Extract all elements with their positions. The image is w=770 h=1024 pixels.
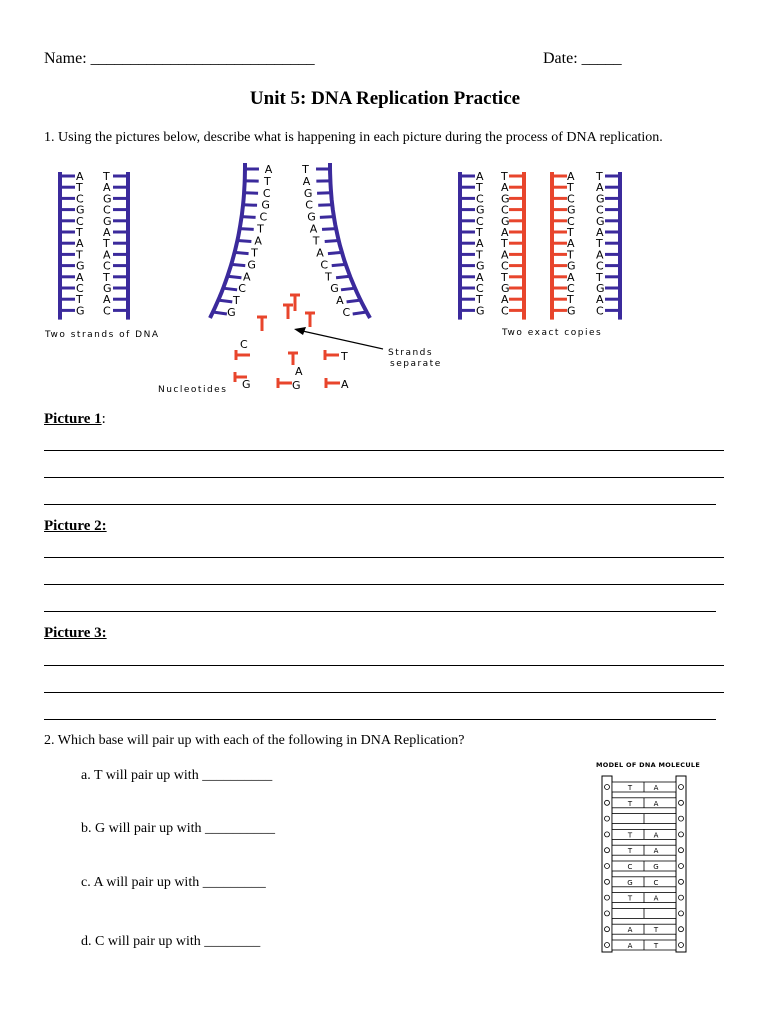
question-2c[interactable]: c. A will pair up with _________ — [81, 875, 266, 890]
pointer-arrow-head — [294, 327, 306, 335]
model-phosphate — [605, 785, 610, 790]
model-phosphate — [679, 911, 684, 916]
base-letter: C — [501, 203, 509, 217]
separating-rung — [240, 229, 254, 230]
base-letter: G — [261, 198, 270, 212]
base-letter: T — [501, 170, 508, 183]
separating-rung — [235, 252, 249, 253]
model-base-letter: A — [653, 894, 659, 903]
base-letter: G — [596, 192, 605, 206]
base-letter: G — [567, 304, 576, 318]
picture-2-heading — [44, 517, 107, 535]
model-phosphate — [605, 848, 610, 853]
model-phosphate — [605, 911, 610, 916]
base-letter: G — [76, 203, 85, 217]
caption-two-copies: Two exact copies — [502, 328, 603, 338]
caption-two-strands: Two strands of DNA — [45, 330, 160, 340]
base-letter: T — [476, 181, 483, 195]
base-letter: T — [257, 222, 264, 236]
base-letter: G — [567, 203, 576, 217]
base-letter: C — [501, 304, 509, 318]
base-letter: A — [76, 170, 84, 183]
question-2b[interactable]: b. G will pair up with __________ — [81, 821, 276, 836]
base-letter: G — [227, 306, 236, 320]
model-base-letter: T — [627, 847, 633, 856]
model-phosphate — [605, 832, 610, 837]
base-letter: A — [596, 226, 604, 239]
name-label: Name: — [44, 50, 87, 67]
base-letter: T — [596, 237, 603, 251]
model-base-letter: T — [627, 799, 633, 808]
model-rungs — [605, 782, 684, 950]
base-letter: A — [476, 170, 484, 183]
model-phosphate — [679, 785, 684, 790]
model-phosphate — [679, 943, 684, 948]
model-base-letter: T — [653, 926, 659, 935]
base-letter: A — [501, 226, 509, 239]
base-letter: A — [596, 248, 604, 262]
base-letter: T — [76, 248, 83, 262]
question-2-prompt: 2. Which base will pair up with each of the following in DNA Replication? — [44, 733, 465, 748]
base-letter: T — [501, 270, 508, 284]
base-letter: T — [476, 248, 483, 262]
model-phosphate — [679, 816, 684, 821]
separating-rung — [347, 300, 361, 302]
dna-model-diagram — [598, 774, 690, 956]
base-letter: T — [567, 248, 574, 262]
base-letter: G — [476, 203, 485, 217]
base-letter: A — [254, 234, 262, 248]
base-letter: G — [303, 186, 313, 200]
base-letter: A — [76, 237, 84, 251]
base-letter: A — [567, 270, 575, 284]
caption-separate: separate — [390, 359, 442, 369]
base-letter: A — [501, 293, 509, 307]
answer-line[interactable] — [44, 719, 716, 720]
separating-rung — [213, 312, 227, 314]
base-letter: T — [596, 170, 603, 183]
base-letter: T — [264, 174, 271, 188]
model-phosphate — [605, 864, 610, 869]
base-letter: T — [302, 162, 309, 176]
base-letter: T — [103, 237, 110, 251]
name-blank: ____________________________ — [90, 50, 315, 67]
picture-3-label: Picture 3: — [44, 625, 107, 641]
base-letter: C — [76, 214, 84, 228]
question-2d[interactable]: d. C will pair up with ________ — [81, 934, 261, 949]
base-letter: G — [476, 304, 485, 318]
base-letter: A — [567, 170, 575, 183]
base-letter: A — [309, 222, 318, 236]
answer-line[interactable] — [44, 665, 724, 666]
picture-2-label: Picture 2: — [44, 518, 107, 534]
base-letter: C — [320, 258, 329, 272]
model-phosphate — [679, 879, 684, 884]
base-letter: A — [501, 181, 509, 195]
base-letter: G — [567, 259, 576, 273]
base-letter: A — [103, 226, 111, 239]
base-letter: G — [307, 210, 316, 224]
model-phosphate — [605, 895, 610, 900]
figure-two-strands — [58, 170, 130, 320]
base-letter: T — [76, 226, 83, 239]
base-letter: C — [476, 192, 484, 206]
base-letter: G — [330, 282, 339, 296]
base-letter: C — [476, 282, 484, 295]
base-letter: G — [103, 214, 112, 228]
base-letter: A — [596, 181, 604, 195]
base-letter: T — [76, 293, 83, 307]
free-nucleotide-letter: G — [242, 378, 251, 391]
separating-rung — [237, 241, 251, 242]
base-letter: C — [103, 203, 111, 217]
figure-strands-separate — [210, 163, 370, 331]
figure-two-copies — [458, 170, 622, 320]
model-base-letter: T — [653, 942, 659, 950]
strand-backbone — [618, 172, 622, 320]
date-field[interactable] — [543, 50, 622, 68]
separating-rung — [353, 312, 367, 314]
picture-3-heading — [44, 624, 107, 642]
base-letter: C — [238, 282, 246, 296]
model-base-letter: A — [653, 847, 659, 856]
question-1-prompt: 1. Using the pictures below, describe what is happening in each picture during the process of DNA replication. — [44, 130, 663, 145]
model-base-letter: A — [653, 784, 659, 792]
free-nucleotide-letter: T — [341, 350, 348, 363]
model-phosphate — [679, 832, 684, 837]
base-letter: T — [567, 226, 574, 239]
base-letter: G — [76, 259, 85, 273]
base-letter: G — [596, 282, 605, 295]
model-phosphate — [605, 927, 610, 932]
base-letter: G — [501, 282, 510, 295]
base-letter: T — [596, 270, 603, 284]
strand-backbone — [58, 172, 62, 320]
answer-line[interactable] — [44, 584, 724, 585]
base-letter: T — [567, 181, 574, 195]
base-letter: A — [476, 270, 484, 284]
base-letter: T — [476, 226, 483, 239]
separating-rung — [243, 205, 257, 206]
base-letter: C — [596, 304, 604, 318]
base-letter: A — [103, 181, 111, 195]
free-nucleotide-letter: C — [240, 338, 248, 351]
base-letter: A — [316, 246, 324, 260]
free-nucleotide-letter: G — [292, 379, 301, 392]
base-letter: C — [103, 259, 111, 273]
base-letter: T — [476, 293, 483, 307]
base-letter: G — [247, 258, 256, 272]
base-letter: A — [476, 237, 484, 251]
answer-line[interactable] — [44, 477, 724, 478]
picture-1-heading — [44, 410, 106, 428]
base-letter: A — [336, 294, 344, 308]
strand-backbone — [126, 172, 130, 320]
base-letter: C — [259, 210, 268, 224]
model-phosphate — [605, 879, 610, 884]
separating-rung — [341, 288, 355, 290]
answer-line[interactable] — [44, 450, 724, 451]
base-letter: C — [76, 192, 84, 206]
base-letter: C — [567, 282, 575, 295]
base-letter: A — [103, 248, 111, 262]
separating-rung — [336, 276, 350, 277]
base-letter: C — [501, 259, 509, 273]
answer-line[interactable] — [44, 504, 716, 505]
model-phosphate — [605, 800, 610, 805]
model-base-letter: T — [627, 784, 633, 792]
base-letter: T — [232, 294, 240, 308]
base-letter: C — [76, 282, 84, 295]
separating-rung — [332, 264, 346, 265]
base-letter: G — [103, 282, 112, 295]
name-field[interactable] — [44, 50, 315, 68]
model-base-letter: A — [627, 942, 633, 950]
model-phosphate — [605, 943, 610, 948]
base-letter: A — [567, 237, 575, 251]
free-nucleotide-letter: A — [295, 365, 303, 378]
separating-rung — [322, 229, 336, 230]
question-2a[interactable]: a. T will pair up with __________ — [81, 768, 273, 783]
strand-backbone — [458, 172, 462, 320]
base-letter: C — [476, 214, 484, 228]
base-letter: A — [596, 293, 604, 307]
answer-line[interactable] — [44, 611, 716, 612]
model-phosphate — [679, 895, 684, 900]
base-letter: C — [596, 203, 604, 217]
model-phosphate — [679, 927, 684, 932]
model-phosphate — [679, 848, 684, 853]
picture-1-suffix: : — [101, 411, 106, 427]
separating-rung — [231, 264, 245, 265]
separating-rung — [242, 217, 256, 218]
base-letter: T — [103, 270, 110, 284]
model-phosphate — [605, 816, 610, 821]
base-letter: G — [501, 214, 510, 228]
date-blank: _____ — [581, 50, 622, 67]
strand-backbone — [550, 172, 554, 320]
free-nucleotide-letter: A — [341, 378, 349, 391]
base-letter: C — [305, 198, 313, 212]
model-title: MODEL OF DNA MOLECULE — [596, 761, 701, 769]
base-letter: C — [103, 304, 111, 318]
separating-rung — [325, 241, 339, 242]
model-base-letter: A — [653, 831, 659, 840]
base-letter: T — [103, 170, 110, 183]
separating-rung — [328, 252, 342, 253]
base-letter: A — [501, 248, 509, 262]
base-letter: A — [76, 270, 84, 284]
model-base-letter: T — [627, 831, 633, 840]
model-phosphate — [679, 864, 684, 869]
separating-rung — [218, 300, 232, 302]
model-base-letter: G — [653, 863, 659, 871]
base-letter: C — [596, 259, 604, 273]
base-letter: A — [103, 293, 111, 307]
base-letter: G — [476, 259, 485, 273]
base-letter: C — [567, 214, 575, 228]
answer-line[interactable] — [44, 557, 724, 558]
separating-rung — [223, 288, 237, 290]
model-base-letter: C — [627, 863, 633, 871]
picture-1-label: Picture 1 — [44, 411, 102, 427]
base-letter: T — [76, 181, 83, 195]
base-letter: T — [251, 246, 258, 260]
base-letter: A — [264, 162, 273, 176]
base-letter: G — [501, 192, 510, 206]
base-letter: C — [342, 306, 351, 320]
model-base-letter: A — [653, 799, 659, 808]
date-label: Date: — [543, 50, 578, 67]
separating-rung — [320, 217, 334, 218]
base-letter: G — [596, 214, 605, 228]
caption-strands: Strands — [388, 348, 434, 358]
separating-rung — [318, 205, 332, 206]
base-letter: A — [243, 270, 251, 284]
answer-line[interactable] — [44, 692, 724, 693]
pointer-arrow-line — [298, 330, 383, 349]
base-letter: T — [324, 270, 332, 284]
base-letter: C — [262, 186, 271, 200]
base-letter: T — [501, 237, 508, 251]
model-base-letter: A — [627, 926, 633, 935]
page-title: Unit 5: DNA Replication Practice — [249, 88, 521, 109]
base-letter: T — [312, 234, 320, 248]
base-letter: G — [76, 304, 85, 318]
base-letter: T — [567, 293, 574, 307]
strand-backbone — [522, 172, 526, 320]
model-phosphate — [679, 800, 684, 805]
base-letter: G — [103, 192, 112, 206]
base-letter: A — [302, 174, 311, 188]
model-base-letter: T — [627, 894, 633, 903]
free-nucleotides — [235, 338, 349, 392]
separating-rung — [227, 276, 241, 277]
caption-nucleotides: Nucleotides — [158, 385, 228, 395]
base-letter: C — [567, 192, 575, 206]
model-base-letter: C — [653, 878, 659, 887]
dna-replication-figure — [40, 155, 740, 400]
model-base-letter: G — [627, 878, 633, 887]
